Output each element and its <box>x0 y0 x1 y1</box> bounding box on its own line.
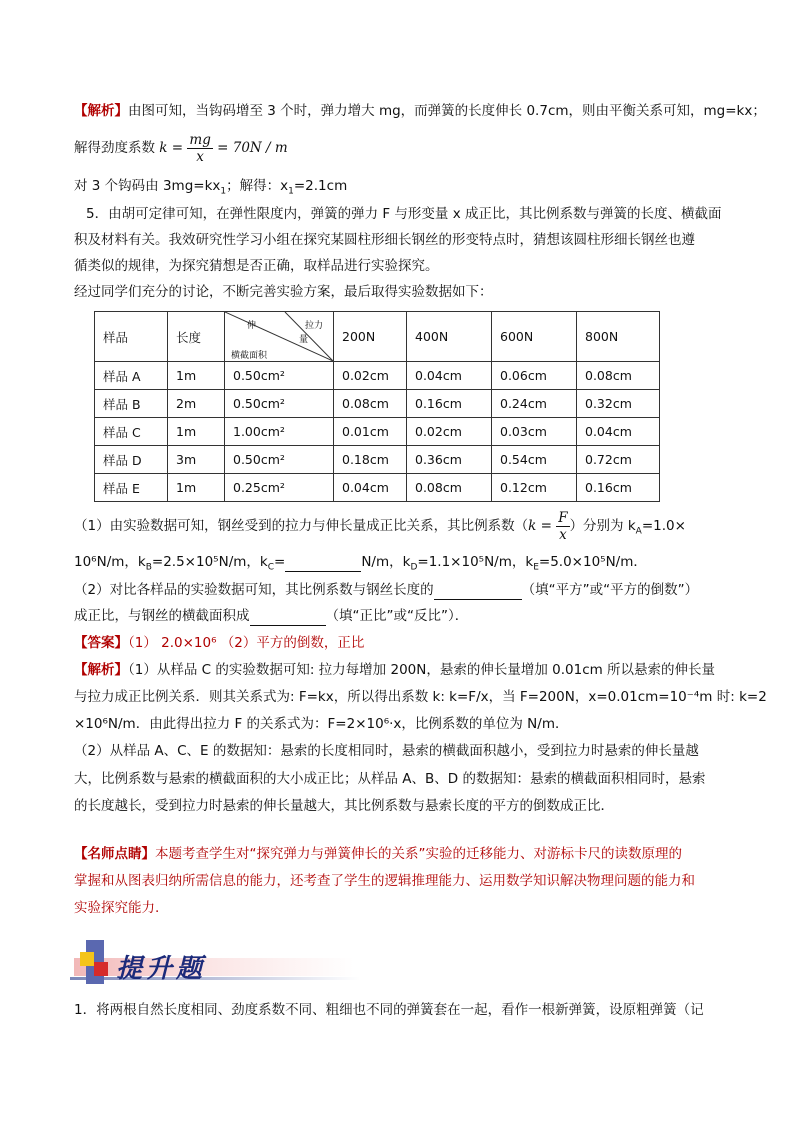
analysis1-line3-text: 对 3 个钩码由 3mg=kx <box>74 178 221 194</box>
formula-left: k = <box>159 140 184 156</box>
sub1-text-a: （1）由实验数据可知，钢丝受到的拉力与伸长量成正比关系，其比例系数（ <box>74 518 529 534</box>
analysis1-line3-sub2: 1 <box>288 186 294 197</box>
sub1-l2-f: =5.0×10⁵N/m． <box>538 554 647 570</box>
cell: 3m <box>168 446 225 474</box>
q1-line1: 1．将两根自然长度相同、劲度系数不同、粗细也不同的弹簧套在一起，看作一根新弹簧，设原粗弹簧（记 <box>74 1002 704 1018</box>
analysis1-line3-end: =2.1cm <box>293 178 348 194</box>
sub1-numerator: F <box>558 509 568 526</box>
analysis1-line3-sub: 1 <box>220 186 227 197</box>
cell: 样品 A <box>95 362 168 390</box>
sub2-l2-a: 成正比，与钢丝的横截面积成 <box>74 608 250 624</box>
diag-label-force: 拉力 <box>305 321 324 331</box>
cell: 样品 B <box>95 390 168 418</box>
cell: 1.00cm² <box>225 418 334 446</box>
analysis2-tag: 【解析】 <box>74 662 128 678</box>
cell: 2m <box>168 390 225 418</box>
cell: 1m <box>168 418 225 446</box>
sub1-l2-c: = <box>274 554 286 570</box>
analysis1-line2-prefix: 解得劲度系数 <box>74 140 155 156</box>
cell: 0.04cm <box>334 474 407 502</box>
header-sample: 样品 <box>95 312 168 362</box>
analysis2-line5: 大，比例系数与悬索的横截面积的大小成正比；从样品 A、B、D 的数据知：悬索的横截面积相同时，悬索 <box>74 771 706 787</box>
tips-line1 <box>74 845 682 863</box>
sub2-l1-b: （填“平方”或“平方的倒数”） <box>521 582 699 598</box>
cell: 0.12cm <box>492 474 577 502</box>
cell: 0.50cm² <box>225 446 334 474</box>
cell: 0.50cm² <box>225 390 334 418</box>
header-diagonal-cell <box>225 312 334 362</box>
q5-line4: 经过同学们充分的讨论，不断完善实验方案，最后取得实验数据如下： <box>74 284 493 300</box>
analysis1-tag: 【解析】 <box>74 103 128 119</box>
cell: 0.08cm <box>334 390 407 418</box>
cell: 0.08cm <box>407 474 492 502</box>
analysis2-line6: 的长度越长，受到拉力时悬索的伸长量越大，其比例系数与悬索长度的平方的倒数成正比． <box>74 798 614 814</box>
table-row <box>95 362 660 390</box>
cell: 1m <box>168 362 225 390</box>
cell: 0.36cm <box>407 446 492 474</box>
sub1-k: k = <box>528 518 552 534</box>
sub2-l1-a: （2）对比各样品的实验数据可知，其比例系数与钢丝长度的 <box>74 582 434 598</box>
sub1-denominator: x <box>559 526 567 543</box>
cell: 0.18cm <box>334 446 407 474</box>
formula-fraction <box>187 132 212 165</box>
sub1-text-b: ）分别为 k <box>569 518 636 534</box>
analysis1-line3 <box>74 177 347 201</box>
tips-l1: 本题考查学生对“探究弹力与弹簧伸长的关系”实验的迁移能力、对游标卡尺的读数原理的 <box>155 846 682 862</box>
sub1-l2-sub-c: C <box>267 562 275 573</box>
formula-right: = 70N / m <box>217 140 288 156</box>
sub1-sub-a: A <box>635 526 642 537</box>
q5-line3: 循类似的规律，为探究猜想是否正确，取样品进行实验探究。 <box>74 258 439 274</box>
analysis2-line3: ×10⁶N/m．由此得出拉力 F 的关系式为：F=2×10⁶·x，比例系数的单位为 N/m． <box>74 716 569 732</box>
analysis1-text: 由图可知，当钩码增至 3 个时，弹力增大 mg，而弹簧的长度伸长 0.7cm，则由平衡关系可知，mg=kx； <box>128 103 766 119</box>
formula-denominator: x <box>196 148 204 165</box>
table-row <box>95 474 660 502</box>
formula-numerator: mg <box>189 131 211 148</box>
answer-text: （1） 2.0×10⁶ （2）平方的倒数，正比 <box>128 635 365 651</box>
section-banner <box>70 938 370 988</box>
sub1-l2-sub-b: B <box>145 562 152 573</box>
cell: 样品 E <box>95 474 168 502</box>
cell: 0.04cm <box>407 362 492 390</box>
cell: 0.03cm <box>492 418 577 446</box>
sub1-l2-e: =1.1×10⁵N/m，k <box>417 554 534 570</box>
sub1-text-c: =1.0× <box>641 518 686 534</box>
diag-label-stretch: 伸 <box>247 321 257 331</box>
data-table <box>94 311 660 502</box>
cell: 0.04cm <box>577 418 660 446</box>
table-header-row <box>95 312 660 362</box>
tips-tag: 【名师点睛】 <box>74 846 155 862</box>
banner-graphic <box>70 938 370 988</box>
analysis2-line4: （2）从样品 A、C、E 的数据知：悬索的长度相同时，悬索的横截面积越小，受到拉力时悬索的伸长量越 <box>74 743 699 759</box>
q5-line2: 积及材料有关。我效研究性学习小组在探究某圆柱形细长钢丝的形变特点时，猜想该圆柱形细长钢丝也遵 <box>74 232 695 248</box>
sub1-l2-d: N/m，k <box>361 554 411 570</box>
cell: 0.50cm² <box>225 362 334 390</box>
sub1-l2-sub-d: D <box>410 562 418 573</box>
cell: 0.32cm <box>577 390 660 418</box>
blank-area-relation[interactable] <box>250 607 326 626</box>
sub2-line2 <box>74 607 468 626</box>
analysis1-line3-tail: ；解得：x <box>226 178 289 194</box>
sub2-l2-b: （填“正比”或“反比”）． <box>325 608 469 624</box>
analysis2-l1: （1）从样品 C 的实验数据可知: 拉力每增加 200N，悬索的伸长量增加 0.01cm 所以悬索的伸长量 <box>128 662 716 678</box>
blank-length-relation[interactable] <box>434 581 522 600</box>
cell: 样品 D <box>95 446 168 474</box>
analysis2-line1 <box>74 661 715 679</box>
header-600n: 600N <box>492 312 577 362</box>
cell: 0.72cm <box>577 446 660 474</box>
q5-line1: 5．由胡可定律可知，在弹性限度内，弹簧的弹力 F 与形变量 x 成正比，其比例系数与弹簧的长度、横截面 <box>86 206 722 222</box>
analysis1-line1 <box>74 102 766 120</box>
answer-tag: 【答案】 <box>74 635 128 651</box>
cell: 0.54cm <box>492 446 577 474</box>
diag-label-amount: 量 <box>299 335 309 345</box>
cell: 0.25cm² <box>225 474 334 502</box>
sub1-l2-b: =2.5×10⁵N/m，k <box>151 554 268 570</box>
header-length: 长度 <box>168 312 225 362</box>
cell: 样品 C <box>95 418 168 446</box>
sub1-fraction <box>556 510 569 543</box>
banner-title: 提升题 <box>116 954 207 984</box>
cell: 0.01cm <box>334 418 407 446</box>
diag-label-area: 横截面积 <box>231 351 268 361</box>
sub1-l2-sub-e: E <box>533 562 539 573</box>
cell: 0.16cm <box>407 390 492 418</box>
header-800n: 800N <box>577 312 660 362</box>
tips-line3: 实验探究能力. <box>74 900 160 916</box>
cell: 0.24cm <box>492 390 577 418</box>
analysis1-line2 <box>74 130 288 166</box>
cell: 0.02cm <box>407 418 492 446</box>
header-400n: 400N <box>407 312 492 362</box>
table-row <box>95 390 660 418</box>
blank-kc[interactable] <box>285 553 361 572</box>
cell: 0.02cm <box>334 362 407 390</box>
analysis2-line2: 与拉力成正比例关系．则其关系式为: F=kx，所以得出系数 k: k=F/x，当 F=200N，x=0.01cm=10⁻⁴m 时: k=2 <box>74 689 767 705</box>
sub1-line1 <box>74 508 686 550</box>
table-row <box>95 418 660 446</box>
cell: 0.06cm <box>492 362 577 390</box>
header-200n: 200N <box>334 312 407 362</box>
cell: 1m <box>168 474 225 502</box>
answer-line <box>74 634 364 652</box>
sub1-l2-a: 10⁶N/m，k <box>74 554 146 570</box>
sub1-line2 <box>74 553 647 577</box>
cell: 0.08cm <box>577 362 660 390</box>
table-row <box>95 446 660 474</box>
sub2-line1 <box>74 581 698 600</box>
cell: 0.16cm <box>577 474 660 502</box>
tips-line2: 掌握和从图表归纳所需信息的能力，还考查了学生的逻辑推理能力、运用数学知识解决物理问题的能力和 <box>74 873 695 889</box>
